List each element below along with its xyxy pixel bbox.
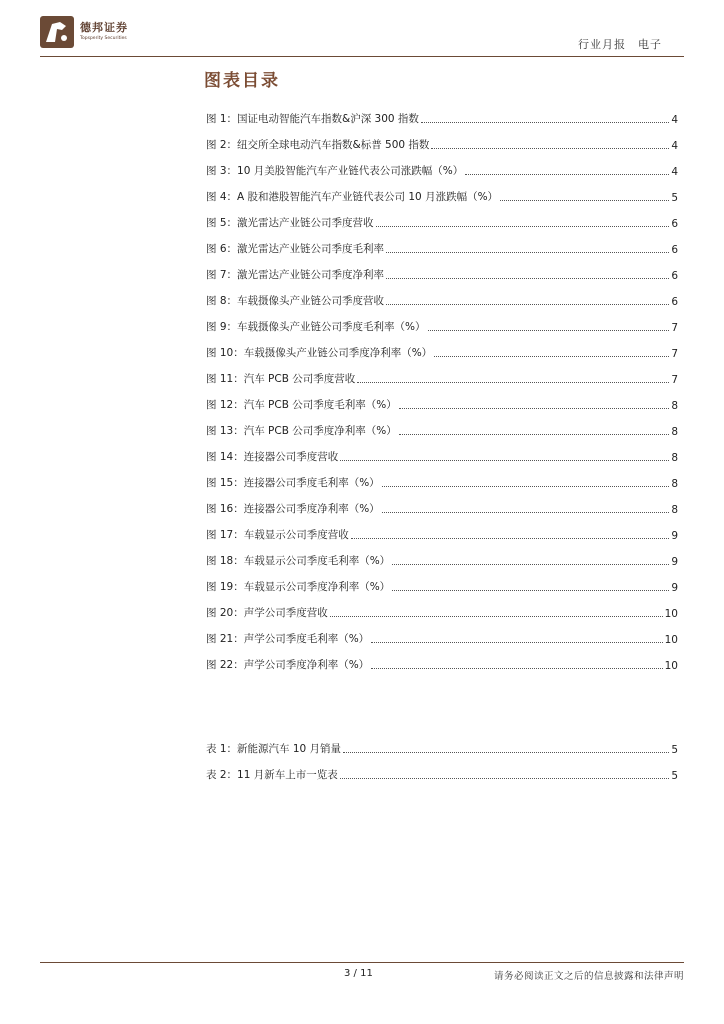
toc-entry[interactable] xyxy=(206,178,678,204)
toc-entry[interactable] xyxy=(206,464,678,490)
logo-mark-icon xyxy=(40,16,74,48)
toc-entry[interactable] xyxy=(206,646,678,672)
toc-dot-leader xyxy=(428,330,670,331)
toc-dot-leader xyxy=(392,590,669,591)
toc-dot-leader xyxy=(371,668,662,669)
toc-dot-leader xyxy=(392,564,669,565)
toc-entry[interactable] xyxy=(206,516,678,542)
toc-entry[interactable] xyxy=(206,308,678,334)
toc-entry[interactable] xyxy=(206,730,678,756)
toc-dot-leader xyxy=(386,252,669,253)
toc-entry[interactable] xyxy=(206,126,678,152)
figure-list xyxy=(206,100,678,672)
page-header xyxy=(40,14,684,56)
toc-entry-label: 图 8：车载摄像头产业链公司季度营收 xyxy=(206,295,385,307)
toc-dot-leader xyxy=(431,148,669,149)
toc-dot-leader xyxy=(399,434,670,435)
toc-entry-page: 6 xyxy=(671,296,678,308)
toc-entry-page: 8 xyxy=(671,452,678,464)
toc-entry[interactable] xyxy=(206,256,678,282)
toc-entry[interactable] xyxy=(206,568,678,594)
toc-entry-label: 图 22：声学公司季度净利率（%） xyxy=(206,659,370,671)
toc-title: 图表目录 xyxy=(204,71,280,91)
toc-entry-label: 表 2：11 月新车上市一览表 xyxy=(206,769,338,781)
toc-entry-label: 图 15：连接器公司季度毛利率（%） xyxy=(206,477,380,489)
toc-entry[interactable] xyxy=(206,204,678,230)
toc-entry[interactable] xyxy=(206,756,678,782)
toc-entry-page: 6 xyxy=(671,270,678,282)
toc-dot-leader xyxy=(421,122,669,123)
toc-entry-page: 7 xyxy=(671,374,678,386)
report-type: 行业月报 电子 xyxy=(578,38,662,51)
logo-chinese-name: 德邦证券 xyxy=(80,21,128,34)
toc-entry[interactable] xyxy=(206,334,678,360)
toc-entry-page: 8 xyxy=(671,426,678,438)
toc-entry[interactable] xyxy=(206,152,678,178)
logo-english-name: Topsperity Securities xyxy=(80,36,127,41)
toc-dot-leader xyxy=(357,382,669,383)
toc-entry[interactable] xyxy=(206,438,678,464)
toc-entry-page: 10 xyxy=(664,660,678,672)
toc-entry-label: 图 10：车载摄像头产业链公司季度净利率（%） xyxy=(206,347,433,359)
toc-entry-page: 8 xyxy=(671,504,678,516)
toc-entry-label: 图 7：激光雷达产业链公司季度净利率 xyxy=(206,269,385,281)
toc-entry[interactable] xyxy=(206,100,678,126)
toc-entry-page: 7 xyxy=(671,322,678,334)
footer-divider xyxy=(40,962,684,963)
toc-dot-leader xyxy=(382,486,670,487)
toc-entry-label: 图 11：汽车 PCB 公司季度营收 xyxy=(206,373,356,385)
toc-entry[interactable] xyxy=(206,542,678,568)
toc-entry-label: 图 20：声学公司季度营收 xyxy=(206,607,328,619)
toc-entry-page: 8 xyxy=(671,478,678,490)
toc-entry-label: 图 2：纽交所全球电动汽车指数&标普 500 指数 xyxy=(206,139,430,151)
toc-entry-page: 5 xyxy=(671,744,678,756)
toc-entry-label: 图 19：车载显示公司季度净利率（%） xyxy=(206,581,391,593)
toc-dot-leader xyxy=(343,752,669,753)
toc-entry-label: 图 21：声学公司季度毛利率（%） xyxy=(206,633,370,645)
toc-entry-label: 图 16：连接器公司季度净利率（%） xyxy=(206,503,380,515)
toc-dot-leader xyxy=(399,408,670,409)
toc-entry[interactable] xyxy=(206,490,678,516)
toc-dot-leader xyxy=(434,356,669,357)
toc-entry[interactable] xyxy=(206,412,678,438)
toc-entry[interactable] xyxy=(206,230,678,256)
toc-entry-label: 图 5：激光雷达产业链公司季度营收 xyxy=(206,217,374,229)
toc-entry-page: 9 xyxy=(671,582,678,594)
toc-entry[interactable] xyxy=(206,386,678,412)
toc-entry-page: 10 xyxy=(664,608,678,620)
toc-dot-leader xyxy=(340,460,669,461)
toc-entry-page: 9 xyxy=(671,556,678,568)
toc-dot-leader xyxy=(386,278,669,279)
toc-entry-page: 4 xyxy=(671,140,678,152)
toc-dot-leader xyxy=(386,304,669,305)
toc-entry-label: 图 14：连接器公司季度营收 xyxy=(206,451,339,463)
toc-entry-page: 4 xyxy=(671,114,678,126)
disclaimer: 请务必阅读正文之后的信息披露和法律声明 xyxy=(493,971,684,982)
toc-entry-page: 5 xyxy=(671,192,678,204)
toc-entry-label: 图 17：车载显示公司季度营收 xyxy=(206,529,349,541)
toc-entry-page: 6 xyxy=(671,218,678,230)
toc-entry-label: 图 12：汽车 PCB 公司季度毛利率（%） xyxy=(206,399,397,411)
toc-dot-leader xyxy=(500,200,669,201)
company-logo xyxy=(40,14,180,50)
toc-entry[interactable] xyxy=(206,360,678,386)
toc-entry-page: 7 xyxy=(671,348,678,360)
toc-dot-leader xyxy=(340,778,670,779)
toc-entry-page: 4 xyxy=(671,166,678,178)
toc-dot-leader xyxy=(465,174,669,175)
toc-entry[interactable] xyxy=(206,594,678,620)
toc-entry-page: 10 xyxy=(664,634,678,646)
toc-entry-page: 8 xyxy=(671,400,678,412)
toc-entry-label: 图 1：国证电动智能汽车指数&沪深 300 指数 xyxy=(206,113,419,125)
toc-entry-page: 9 xyxy=(671,530,678,542)
toc-entry[interactable] xyxy=(206,620,678,646)
toc-entry-page: 6 xyxy=(671,244,678,256)
toc-dot-leader xyxy=(382,512,670,513)
toc-dot-leader xyxy=(351,538,670,539)
toc-dot-leader xyxy=(371,642,662,643)
toc-dot-leader xyxy=(330,616,663,617)
toc-entry-label: 图 3：10 月美股智能汽车产业链代表公司涨跌幅（%） xyxy=(206,165,464,177)
toc-entry-page: 5 xyxy=(671,770,678,782)
toc-entry-label: 图 18：车载显示公司季度毛利率（%） xyxy=(206,555,391,567)
toc-entry-label: 图 9：车载摄像头产业链公司季度毛利率（%） xyxy=(206,321,426,333)
toc-entry-label: 表 1：新能源汽车 10 月销量 xyxy=(206,743,342,755)
header-divider xyxy=(40,56,684,57)
toc-entry[interactable] xyxy=(206,282,678,308)
toc-dot-leader xyxy=(376,226,670,227)
toc-entry-label: 图 6：激光雷达产业链公司季度毛利率 xyxy=(206,243,385,255)
toc-entry-label: 图 4：A 股和港股智能汽车产业链代表公司 10 月涨跌幅（%） xyxy=(206,191,499,203)
table-list xyxy=(206,730,678,782)
toc-entry-label: 图 13：汽车 PCB 公司季度净利率（%） xyxy=(206,425,397,437)
page-number: 3 / 11 xyxy=(344,968,373,979)
